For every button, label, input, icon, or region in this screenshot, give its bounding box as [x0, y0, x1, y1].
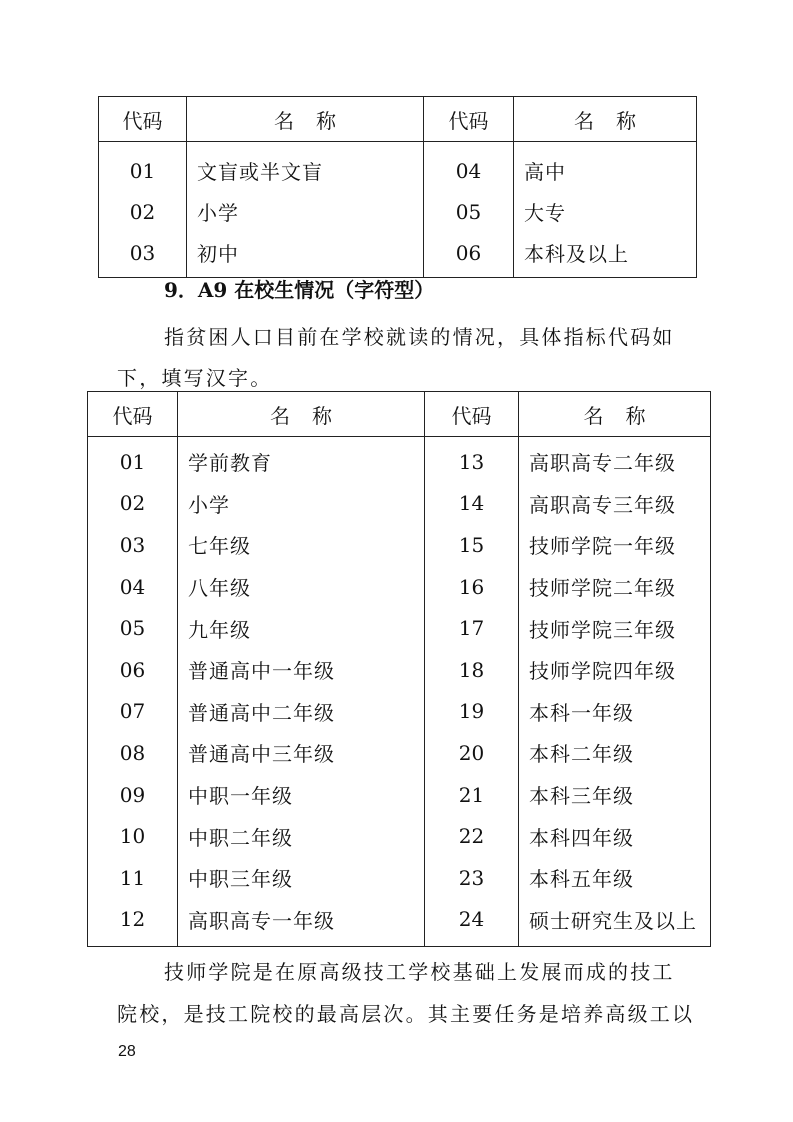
name-cell: 技师学院四年级: [529, 659, 676, 684]
name-cell: 文盲或半文盲: [187, 142, 424, 192]
code-cell: 12: [88, 899, 178, 947]
header-name: 名称: [178, 392, 425, 437]
table-row: [99, 191, 697, 232]
header-name: 名称: [514, 97, 697, 142]
table-row: [88, 566, 711, 608]
code-cell: 09: [88, 774, 178, 816]
note-line-2: 院校，是技工院校的最高层次。其主要任务是培养高级工以: [117, 1002, 695, 1026]
name-cell: 学前教育: [178, 437, 425, 483]
table-row: [88, 815, 711, 857]
table-row: [99, 232, 697, 278]
name-cell: 硕士研究生及以上: [529, 908, 697, 933]
table-row: [88, 649, 711, 691]
code-cell: 20: [425, 732, 519, 774]
code-cell: 02: [99, 191, 187, 232]
table-row: [99, 142, 697, 192]
code-cell: 10: [88, 815, 178, 857]
table-row: [88, 607, 711, 649]
code-cell: 05: [424, 191, 514, 232]
code-cell: 01: [99, 142, 187, 192]
code-cell: 11: [88, 857, 178, 899]
table-row: [88, 524, 711, 566]
code-cell: 02: [88, 483, 178, 525]
name-cell: 高职高专二年级: [529, 451, 676, 476]
code-cell: 23: [425, 857, 519, 899]
name-cell: 技师学院三年级: [529, 617, 676, 642]
code-cell: 04: [424, 142, 514, 192]
name-cell: 技师学院一年级: [529, 534, 676, 559]
code-cell: 15: [425, 524, 519, 566]
intro-line-2: 下，填写汉字。: [117, 366, 273, 390]
name-cell: 中职二年级: [178, 815, 425, 857]
name-cell: 八年级: [178, 566, 425, 608]
name-cell: 本科二年级: [529, 742, 634, 767]
header-code: 代码: [424, 97, 514, 142]
header-code: 代码: [99, 97, 187, 142]
table-header-row: [99, 97, 697, 142]
code-cell: 08: [88, 732, 178, 774]
code-cell: 07: [88, 691, 178, 733]
name-cell: 普通高中三年级: [178, 732, 425, 774]
section-heading: 9．A9 在校生情况（字符型）: [164, 278, 435, 302]
table-header-row: [88, 392, 711, 437]
education-level-table: [98, 96, 697, 278]
header-name: 名称: [187, 97, 424, 142]
student-status-table: [87, 391, 711, 947]
header-name: 名称: [519, 392, 711, 437]
code-cell: 17: [425, 607, 519, 649]
name-cell: 普通高中二年级: [178, 691, 425, 733]
table-row: [88, 691, 711, 733]
code-cell: 21: [425, 774, 519, 816]
note-line-1: 技师学院是在原高级技工学校基础上发展而成的技工: [164, 960, 675, 984]
name-cell: 高职高专一年级: [178, 899, 425, 947]
code-cell: 13: [425, 437, 519, 483]
page-number: 28: [118, 1043, 136, 1060]
name-cell: 本科一年级: [529, 700, 634, 725]
name-cell: 本科三年级: [529, 784, 634, 809]
code-cell: 18: [425, 649, 519, 691]
code-cell: 14: [425, 483, 519, 525]
name-cell: 初中: [187, 232, 424, 278]
code-cell: 06: [88, 649, 178, 691]
name-cell: 中职一年级: [178, 774, 425, 816]
code-cell: 01: [88, 437, 178, 483]
name-cell: 九年级: [178, 607, 425, 649]
name-cell: 高中: [524, 160, 566, 184]
code-cell: 19: [425, 691, 519, 733]
code-cell: 22: [425, 815, 519, 857]
table-row: [88, 437, 711, 483]
name-cell: 大专: [524, 201, 566, 225]
table-row: [88, 732, 711, 774]
code-cell: 24: [425, 899, 519, 947]
header-code: 代码: [425, 392, 519, 437]
intro-line-1: 指贫困人口目前在学校就读的情况，具体指标代码如: [164, 325, 675, 349]
name-cell: 本科及以上: [524, 242, 629, 266]
code-cell: 16: [425, 566, 519, 608]
table-row: [88, 483, 711, 525]
code-cell: 03: [88, 524, 178, 566]
code-cell: 06: [424, 232, 514, 278]
name-cell: 小学: [187, 191, 424, 232]
name-cell: 技师学院二年级: [529, 576, 676, 601]
table-row: [88, 774, 711, 816]
code-cell: 05: [88, 607, 178, 649]
name-cell: 普通高中一年级: [178, 649, 425, 691]
name-cell: 本科四年级: [529, 825, 634, 850]
name-cell: 小学: [178, 483, 425, 525]
name-cell: 七年级: [178, 524, 425, 566]
table-row: [88, 899, 711, 947]
name-cell: 本科五年级: [529, 867, 634, 892]
table-row: [88, 857, 711, 899]
name-cell: 高职高专三年级: [529, 492, 676, 517]
code-cell: 03: [99, 232, 187, 278]
name-cell: 中职三年级: [178, 857, 425, 899]
header-code: 代码: [88, 392, 178, 437]
code-cell: 04: [88, 566, 178, 608]
